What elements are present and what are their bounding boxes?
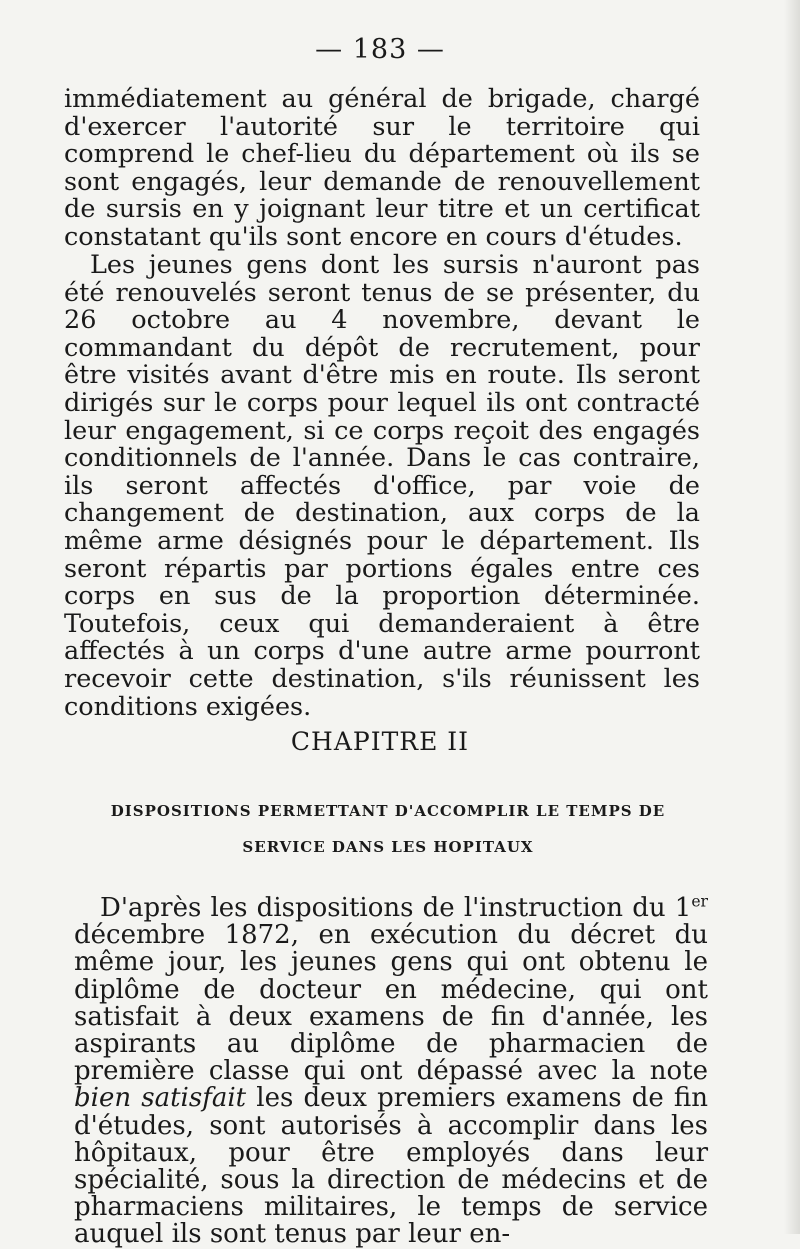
para3-text-1: D'après les dispositions de l'instruction du 1 (100, 893, 692, 923)
chapter-subtitle-line-2: SERVICE DANS LES HOPITAUX (242, 838, 534, 856)
page-number: — 183 — (315, 34, 445, 65)
chapter-subtitle-line-1: DISPOSITIONS PERMETTANT D'ACCOMPLIR LE TEMPS DE (110, 802, 666, 820)
paragraph-continuation: immédiatement au général de brigade, chargé d'exercer l'autorité sur le territoire qui comprend le chef-lieu du département où ils se sont engagés, leur demande de renouvellement de sursis en y joignant leur titre et un certificat constatant qu'ils sont encore en cours d'études. (64, 84, 700, 252)
paragraph-hopitaux (74, 892, 708, 1249)
italic-bien-satisfait: bien satisfait (74, 1083, 247, 1114)
chapter-subtitle (96, 793, 680, 865)
superscript-er: er (691, 892, 708, 911)
para3-text-2: décembre 1872, en exécution du décret du même jour, les jeunes gens qui ont obtenu le diplôme de docteur en médecine, qui ont satisfait à deux examens de fin d'année, les aspirants au diplôme de pharmacien de première classe qui ont dépassé avec la note (74, 920, 708, 1087)
page-edge-shadow (784, 0, 800, 1234)
chapter-title: CHAPITRE II (290, 727, 470, 756)
para3-text-3: les deux premiers examens de fin d'études, sont autorisés à accomplir dans les hôpitaux, pour être employés dans leur spécialité, sous la direction de médecins et de pharmaciens militaires, le temps de service auquel ils sont tenus par leur en- (74, 1083, 708, 1249)
paragraph-sursis: Les jeunes gens dont les sursis n'auront pas été renouvelés seront tenus de se présenter, du 26 octobre au 4 novembre, devant le commandant du dépôt de recrutement, pour être visités avant d'être mis en route. Ils seront dirigés sur le corps pour lequel ils ont contracté leur engagement, si ce corps reçoit des engagés conditionnels de l'année. Dans le cas contraire, ils seront affectés d'office, par voie de changement de destination, aux corps de la même arme désignés pour le département. Ils seront répartis par portions égales entre ces corps en sus de la proportion déterminée. Toutefois, ceux qui demanderaient à être affectés à un corps d'une autre arme pourront recevoir cette destination, s'ils réunissent les conditions exigées. (64, 250, 700, 722)
